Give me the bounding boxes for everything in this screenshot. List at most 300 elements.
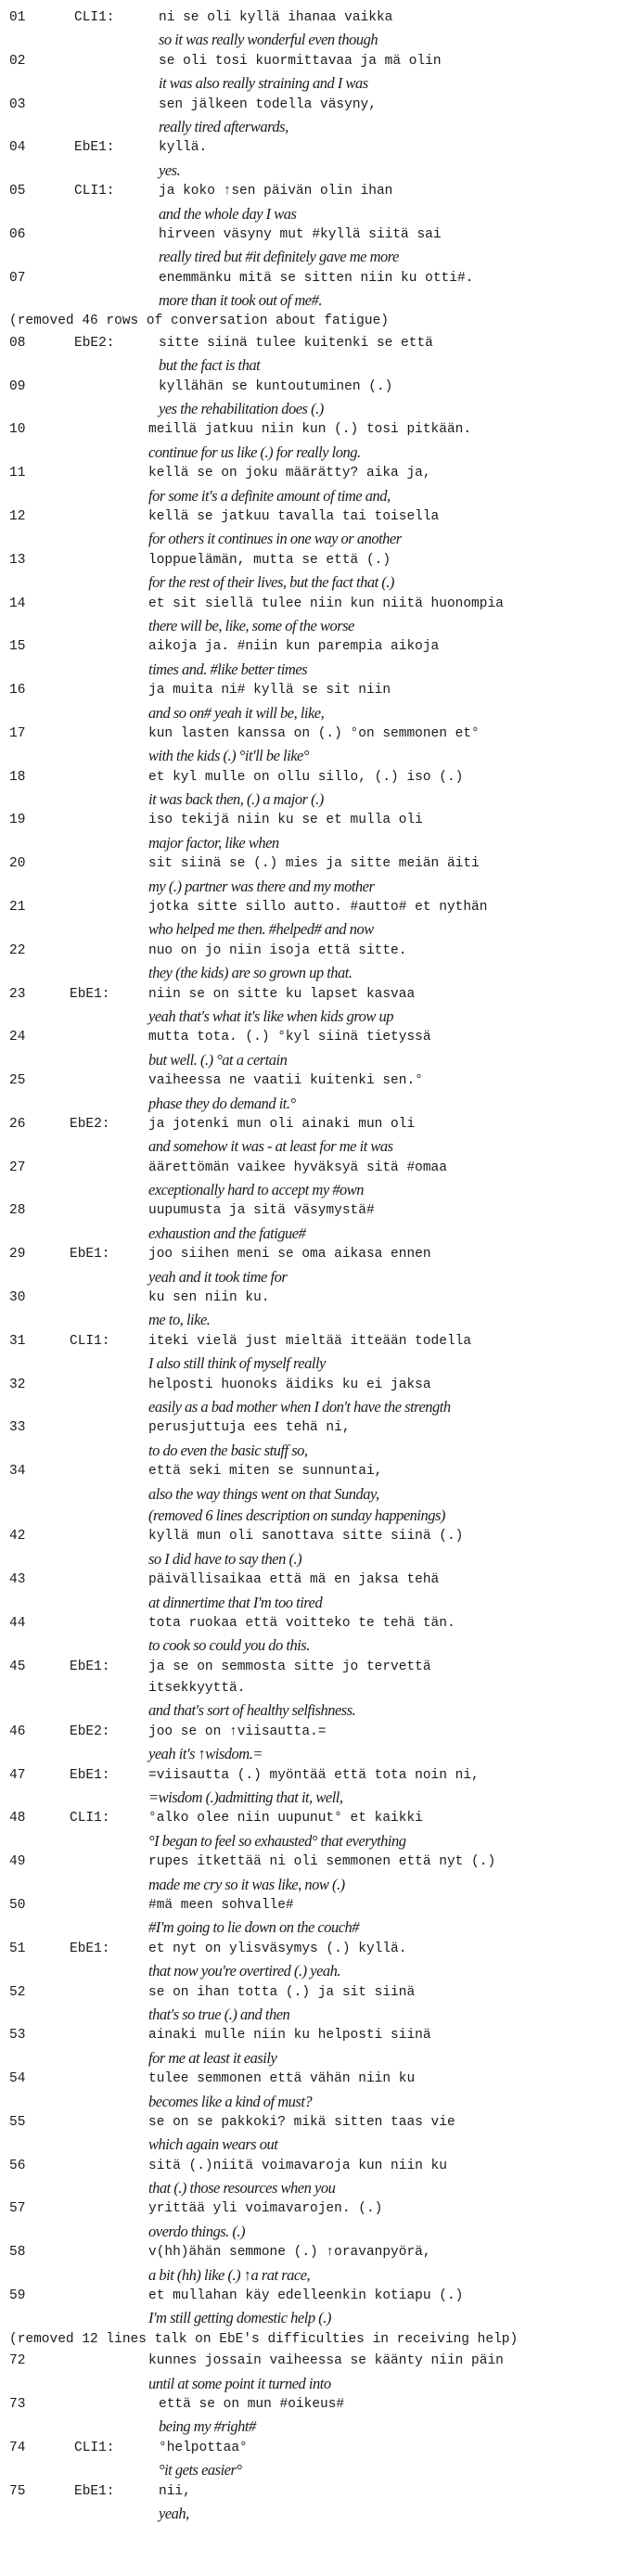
line-number: 48 [9, 1811, 26, 1826]
translation-line [0, 2307, 628, 2328]
line-number: 18 [9, 769, 26, 785]
finnish-original: °alko olee niin uupunut° et kaikki [148, 1811, 423, 1826]
translation-line [0, 72, 628, 94]
finnish-original: päivällisaikaa että mä en jaksa tehä [148, 1572, 440, 1588]
finnish-original: nuo on jo niin isoja että sitte. [148, 942, 407, 958]
finnish-original: äärettömän vaikee hyväksyä sitä #omaa [148, 1160, 447, 1175]
english-translation: yes the rehabilitation does (.) [159, 400, 324, 418]
finnish-original: jotka sitte sillo autto. #autto# et nythän [148, 900, 488, 916]
transcript-line [0, 1200, 628, 1222]
english-translation: yeah and it took time for [148, 1267, 288, 1286]
translation-line [0, 2503, 628, 2524]
translation-line [0, 485, 628, 506]
line-number: 29 [9, 1247, 26, 1262]
line-number: 23 [9, 986, 26, 1002]
line-number: 43 [9, 1572, 26, 1588]
transcript-line [0, 2069, 628, 2090]
english-translation: really tired but #it definitely gave me more [159, 248, 399, 266]
finnish-original: et mullahan käy edelleenkin kotiapu (.) [148, 2288, 464, 2304]
translation-line [0, 615, 628, 636]
finnish-original: joo se on ↑viisautta.= [148, 1724, 327, 1739]
translation-line [0, 398, 628, 419]
translation-line [0, 1592, 628, 1613]
speaker-label: EbE1: [74, 2483, 115, 2499]
speaker-label: EbE1: [70, 1767, 110, 1783]
transcript-line [0, 2351, 628, 2372]
finnish-original: kellä se jatkuu tavalla tai toisella [148, 508, 440, 524]
line-number: 19 [9, 813, 26, 828]
transcript-line [0, 724, 628, 745]
translation-line [0, 1830, 628, 1852]
transcript-line [0, 51, 628, 72]
finnish-original: sitte siinä tulee kuitenki se että [159, 335, 433, 351]
english-translation: exceptionally hard to accept my #own [148, 1181, 365, 1199]
line-number: 57 [9, 2201, 26, 2217]
translation-line [0, 2459, 628, 2480]
finnish-original: kunnes jossain vaiheessa se käänty niin päin [148, 2353, 504, 2369]
english-translation: yes. [159, 160, 181, 179]
translation-line [0, 1960, 628, 1981]
transcript-line [0, 1852, 628, 1873]
finnish-original: mutta tota. (.) °kyl siinä tietyssä [148, 1030, 431, 1045]
transcript-line [0, 1982, 628, 2004]
transcript-line [0, 550, 628, 571]
english-translation: and that's sort of healthy selfishness. [148, 1701, 356, 1720]
english-translation: exhaustion and the fatigue# [148, 1224, 306, 1242]
speaker-label: EbE2: [74, 335, 115, 351]
translation-line [0, 1548, 628, 1570]
line-number: 08 [9, 335, 26, 351]
line-number: 49 [9, 1854, 26, 1870]
line-number: 20 [9, 856, 26, 872]
speaker-label: EbE1: [70, 986, 110, 1002]
translation-line [0, 528, 628, 549]
english-translation: so it was really wonderful even though [159, 31, 378, 49]
english-translation: more than it took out of me#. [159, 291, 322, 310]
translation-line [0, 832, 628, 853]
line-number: 12 [9, 508, 26, 524]
translation-line [0, 571, 628, 593]
transcript-line [0, 1158, 628, 1179]
transcript-line [0, 2394, 628, 2416]
transcript-line [0, 1331, 628, 1352]
finnish-original: et sit siellä tulee niin kun niitä huonompia [148, 596, 504, 611]
english-translation: until at some point it turned into [148, 2374, 331, 2392]
english-translation: continue for us like (.) for really long. [148, 442, 361, 461]
translation-line [0, 1093, 628, 1114]
line-number: 45 [9, 1659, 26, 1674]
finnish-original: iso tekijä niin ku se et mulla oli [148, 813, 423, 828]
line-number: 74 [9, 2440, 26, 2455]
english-translation: my (.) partner was there and my mother [148, 877, 375, 895]
speaker-label: EbE1: [70, 1247, 110, 1262]
transcript-line [0, 1526, 628, 1547]
english-translation: yeah that's what it's like when kids grow up [148, 1006, 394, 1025]
english-translation: °it gets easier° [159, 2461, 242, 2480]
translation-line [0, 745, 628, 766]
english-translation: a bit (hh) like (.) ↑a rat race, [148, 2265, 311, 2284]
translation-line [0, 1179, 628, 1200]
finnish-original: v(hh)ähän semmone (.) ↑oravanpyörä, [148, 2245, 431, 2261]
finnish-original: =viisautta (.) myöntää että tota noin ni, [148, 1767, 480, 1783]
line-number: 05 [9, 184, 26, 199]
speaker-label: CLI1: [74, 10, 115, 25]
translation-line [0, 2004, 628, 2025]
transcript-line [0, 2198, 628, 2220]
finnish-original: helposti huonoks äidiks ku ei jaksa [148, 1377, 431, 1392]
transcript-line-continuation [0, 1678, 628, 1699]
omission-note-text: (removed 46 rows of conversation about fatigue) [9, 314, 389, 329]
finnish-original: perusjuttuja ees tehä ni, [148, 1420, 351, 1436]
transcript-line [0, 2481, 628, 2503]
english-translation: it was also really straining and I was [159, 74, 368, 93]
line-number: 04 [9, 140, 26, 156]
line-number: 15 [9, 639, 26, 655]
english-translation: I also still think of myself really [148, 1354, 326, 1373]
speaker-label: CLI1: [74, 184, 115, 199]
finnish-original: kellä se on joku määrätty? aika ja, [148, 466, 431, 481]
translation-line [0, 2221, 628, 2242]
translation-line [0, 1223, 628, 1244]
line-number: 54 [9, 2071, 26, 2087]
transcript-line [0, 2156, 628, 2177]
english-translation: becomes like a kind of must? [148, 2092, 313, 2110]
finnish-original: että seki miten se sunnuntai, [148, 1464, 383, 1480]
finnish-original: nii, [159, 2483, 191, 2499]
english-translation: for some it's a definite amount of time and, [148, 486, 391, 505]
english-translation: that's so true (.) and then [148, 2005, 290, 2023]
finnish-original: loppuelämän, mutta se että (.) [148, 552, 391, 568]
english-translation: for others it continues in one way or another [148, 530, 402, 548]
finnish-original: kun lasten kanssa on (.) °on semmonen et° [148, 725, 480, 741]
line-number: 17 [9, 725, 26, 741]
english-translation: and so on# yeah it will be, like, [148, 703, 325, 722]
finnish-original: ja koko ↑sen päivän olin ihan [159, 184, 393, 199]
line-number: 46 [9, 1724, 26, 1739]
finnish-original: ku sen niin ku. [148, 1290, 270, 1306]
transcript-line [0, 2112, 628, 2134]
transcript-line [0, 1244, 628, 1265]
finnish-original: sitä (.)niitä voimavaroja kun niin ku [148, 2158, 447, 2173]
english-translation: which again wears out [148, 2135, 278, 2154]
speaker-label: EbE1: [70, 1659, 110, 1674]
finnish-original: sit siinä se (.) mies ja sitte meiän äiti [148, 856, 480, 872]
omission-note [0, 1505, 628, 1526]
english-translation: yeah it's ↑wisdom.= [148, 1745, 263, 1763]
finnish-original: tulee semmonen että vähän niin ku [148, 2071, 416, 2087]
line-number: 22 [9, 942, 26, 958]
translation-line [0, 2177, 628, 2198]
transcript-line [0, 377, 628, 398]
omission-note [0, 2329, 628, 2351]
finnish-original: aikoja ja. #niin kun parempia aikoja [148, 639, 440, 655]
speaker-label: EbE2: [70, 1724, 110, 1739]
line-number: 06 [9, 226, 26, 242]
transcript-line [0, 636, 628, 658]
line-number: 72 [9, 2353, 26, 2369]
transcript-line [0, 1288, 628, 1309]
transcript-line [0, 1570, 628, 1591]
translation-line [0, 659, 628, 680]
omission-note-text: (removed 12 lines talk on EbE's difficulties in receiving help) [9, 2331, 519, 2347]
line-number: 33 [9, 1420, 26, 1436]
transcript-line [0, 1375, 628, 1396]
finnish-original: #mä meen sohvalle# [148, 1897, 294, 1913]
translation-line [0, 160, 628, 181]
transcript-line [0, 95, 628, 116]
finnish-original: ja se on semmosta sitte jo tervettä [148, 1659, 431, 1674]
line-number: 27 [9, 1160, 26, 1175]
translation-line [0, 29, 628, 50]
english-translation: phase they do demand it.° [148, 1094, 296, 1112]
finnish-original: kyllä mun oli sanottava sitte siinä (.) [148, 1529, 464, 1544]
transcript-line [0, 1070, 628, 1092]
finnish-original: °helpottaa° [159, 2440, 248, 2455]
translation-line [0, 354, 628, 376]
translation-line [0, 962, 628, 983]
english-translation: made me cry so it was like, now (.) [148, 1875, 345, 1893]
finnish-original: se on se pakkoki? mikä sitten taas vie [148, 2114, 455, 2130]
finnish-original: ja jotenki mun oli ainaki mun oli [148, 1116, 416, 1132]
english-translation: there will be, like, some of the worse [148, 616, 354, 634]
translation-line [0, 702, 628, 724]
translation-line [0, 442, 628, 463]
line-number: 75 [9, 2483, 26, 2499]
transcript-line [0, 2242, 628, 2263]
translation-line [0, 2047, 628, 2069]
line-number: 53 [9, 2028, 26, 2044]
english-translation: that (.) those resources when you [148, 2179, 336, 2198]
translation-line [0, 1787, 628, 1808]
line-number: 34 [9, 1464, 26, 1480]
english-translation: with the kids (.) °it'll be like° [148, 747, 309, 765]
speaker-label: EbE1: [74, 140, 115, 156]
translation-line [0, 918, 628, 940]
finnish-original: tota ruokaa että voitteko te tehä tän. [148, 1615, 455, 1631]
finnish-original: rupes itkettää ni oli semmonen että nyt (.) [148, 1854, 496, 1870]
transcript-line [0, 1417, 628, 1439]
transcript-line [0, 1722, 628, 1743]
line-number: 07 [9, 270, 26, 286]
line-number: 01 [9, 10, 26, 25]
translation-line [0, 1352, 628, 1374]
english-translation: also the way things went on that Sunday, [148, 1484, 379, 1503]
line-number: 31 [9, 1333, 26, 1349]
transcript-line [0, 137, 628, 159]
english-translation: me to, like. [148, 1311, 211, 1329]
transcript-line [0, 1027, 628, 1048]
line-number: 02 [9, 53, 26, 69]
line-number: 16 [9, 683, 26, 698]
speaker-label: EbE1: [70, 1941, 110, 1956]
transcript-line [0, 1657, 628, 1678]
line-number: 58 [9, 2245, 26, 2261]
english-translation: to cook so could you do this. [148, 1636, 310, 1655]
finnish-original: joo siihen meni se oma aikasa ennen [148, 1247, 431, 1262]
english-translation: and the whole day I was [159, 204, 297, 223]
english-translation: =wisdom (.)admitting that it, well, [148, 1788, 343, 1807]
translation-line [0, 1916, 628, 1938]
line-number: 59 [9, 2288, 26, 2304]
line-number: 47 [9, 1767, 26, 1783]
transcript-line [0, 984, 628, 1006]
transcript-line [0, 506, 628, 528]
english-translation: but the fact is that [159, 356, 261, 375]
finnish-original: et kyl mulle on ollu sillo, (.) iso (.) [148, 769, 464, 785]
transcript-line [0, 1114, 628, 1135]
english-translation: for me at least it easily [148, 2048, 277, 2067]
line-number: 21 [9, 900, 26, 916]
transcript-line [0, 767, 628, 788]
transcript-line [0, 1895, 628, 1916]
transcript-line [0, 333, 628, 354]
translation-line [0, 2091, 628, 2112]
finnish-original: se on ihan totta (.) ja sit siinä [148, 1984, 416, 2000]
english-translation: but well. (.) °at a certain [148, 1050, 288, 1069]
finnish-original: kyllä. [159, 140, 208, 156]
translation-line [0, 2373, 628, 2394]
transcript-line [0, 897, 628, 918]
finnish-original: yrittää yli voimavarojen. (.) [148, 2201, 383, 2217]
english-translation: #I'm going to lie down on the couch# [148, 1918, 360, 1937]
finnish-original: uupumusta ja sitä väsymystä# [148, 1203, 375, 1219]
english-translation: I'm still getting domestic help (.) [148, 2309, 331, 2327]
finnish-original: hirveen väsyny mut #kyllä siitä sai [159, 226, 442, 242]
translation-line [0, 1006, 628, 1027]
speaker-label: CLI1: [70, 1811, 110, 1826]
line-number: 09 [9, 378, 26, 394]
line-number: 42 [9, 1529, 26, 1544]
translation-line [0, 289, 628, 311]
transcript-line [0, 1613, 628, 1634]
line-number: 56 [9, 2158, 26, 2173]
english-translation: they (the kids) are so grown up that. [148, 964, 352, 982]
english-translation: to do even the basic stuff so, [148, 1441, 308, 1459]
finnish-original: enemmänku mitä se sitten niin ku otti#. [159, 270, 474, 286]
english-translation: that now you're overtired (.) yeah. [148, 1962, 341, 1980]
transcript-line [0, 7, 628, 29]
line-number: 25 [9, 1073, 26, 1089]
line-number: 73 [9, 2396, 26, 2412]
english-translation: who helped me then. #helped# and now [148, 920, 374, 939]
transcript-line [0, 419, 628, 441]
english-translation: and somehow it was - at least for me it was [148, 1137, 393, 1156]
transcript-line [0, 810, 628, 831]
translation-line [0, 1743, 628, 1764]
english-translation: times and. #like better times [148, 660, 308, 678]
english-translation: being my #right# [159, 2417, 256, 2436]
line-number: 03 [9, 96, 26, 112]
finnish-original: että se on mun #oikeus# [159, 2396, 345, 2412]
finnish-original: vaiheessa ne vaatii kuitenki sen.° [148, 1073, 423, 1089]
translation-line [0, 2134, 628, 2155]
finnish-original: kyllähän se kuntoutuminen (.) [159, 378, 393, 394]
transcript-line [0, 181, 628, 202]
translation-line [0, 1874, 628, 1895]
transcript-line [0, 680, 628, 701]
omission-note-text: (removed 6 lines description on sunday happenings) [148, 1506, 445, 1524]
translation-line [0, 1135, 628, 1157]
translation-line [0, 876, 628, 897]
english-translation: it was back then, (.) a major (.) [148, 790, 324, 809]
transcript-line [0, 224, 628, 246]
english-translation: overdo things. (.) [148, 2222, 246, 2240]
finnish-original: iteki vielä just mieltää itteään todella [148, 1333, 472, 1349]
english-translation: really tired afterwards, [159, 117, 288, 135]
line-number: 14 [9, 596, 26, 611]
transcript [0, 7, 628, 2524]
english-translation: °I began to feel so exhausted° that everything [148, 1831, 406, 1850]
line-number: 10 [9, 422, 26, 438]
finnish-original: niin se on sitte ku lapset kasvaa [148, 986, 416, 1002]
english-translation: yeah, [159, 2504, 189, 2522]
speaker-label: CLI1: [74, 2440, 115, 2455]
translation-line [0, 1396, 628, 1417]
line-number: 52 [9, 1984, 26, 2000]
finnish-original: sen jälkeen todella väsyny, [159, 96, 377, 112]
transcript-line [0, 1939, 628, 1960]
finnish-original: se oli tosi kuormittavaa ja mä olin [159, 53, 442, 69]
finnish-original: ainaki mulle niin ku helposti siinä [148, 2028, 431, 2044]
finnish-original: ja muita ni# kyllä se sit niin [148, 683, 391, 698]
transcript-line [0, 2286, 628, 2307]
english-translation: at dinnertime that I'm too tired [148, 1593, 323, 1611]
omission-note [0, 311, 628, 332]
line-number: 50 [9, 1897, 26, 1913]
english-translation: major factor, like when [148, 833, 279, 852]
translation-line [0, 246, 628, 267]
transcript-line [0, 1765, 628, 1787]
line-number: 28 [9, 1203, 26, 1219]
transcript-line [0, 853, 628, 875]
translation-line [0, 2264, 628, 2286]
english-translation: easily as a bad mother when I don't have the strength [148, 1398, 451, 1416]
transcript-line [0, 1461, 628, 1482]
translation-line [0, 1049, 628, 1070]
english-translation: so I did have to say then (.) [148, 1549, 302, 1568]
line-number: 13 [9, 552, 26, 568]
translation-line [0, 1483, 628, 1505]
transcript-line [0, 2025, 628, 2046]
translation-line [0, 1309, 628, 1330]
speaker-label: CLI1: [70, 1333, 110, 1349]
speaker-label: EbE2: [70, 1116, 110, 1132]
translation-line [0, 788, 628, 810]
translation-line [0, 2416, 628, 2437]
line-number: 55 [9, 2114, 26, 2130]
finnish-original: et nyt on ylisväsymys (.) kyllä. [148, 1941, 407, 1956]
line-number: 26 [9, 1116, 26, 1132]
line-number: 51 [9, 1941, 26, 1956]
translation-line [0, 203, 628, 224]
finnish-original-continued: itsekkyyttä. [148, 1681, 246, 1697]
transcript-line [0, 268, 628, 289]
translation-line [0, 116, 628, 137]
finnish-original: ni se oli kyllä ihanaa vaikka [159, 10, 393, 25]
line-number: 24 [9, 1030, 26, 1045]
transcript-line [0, 463, 628, 484]
translation-line [0, 1440, 628, 1461]
transcript-line [0, 2438, 628, 2459]
line-number: 30 [9, 1290, 26, 1306]
transcript-line [0, 594, 628, 615]
transcript-line [0, 941, 628, 962]
line-number: 11 [9, 466, 26, 481]
transcript-line [0, 1808, 628, 1829]
finnish-original: meillä jatkuu niin kun (.) tosi pitkään. [148, 422, 472, 438]
line-number: 44 [9, 1615, 26, 1631]
translation-line [0, 1699, 628, 1721]
